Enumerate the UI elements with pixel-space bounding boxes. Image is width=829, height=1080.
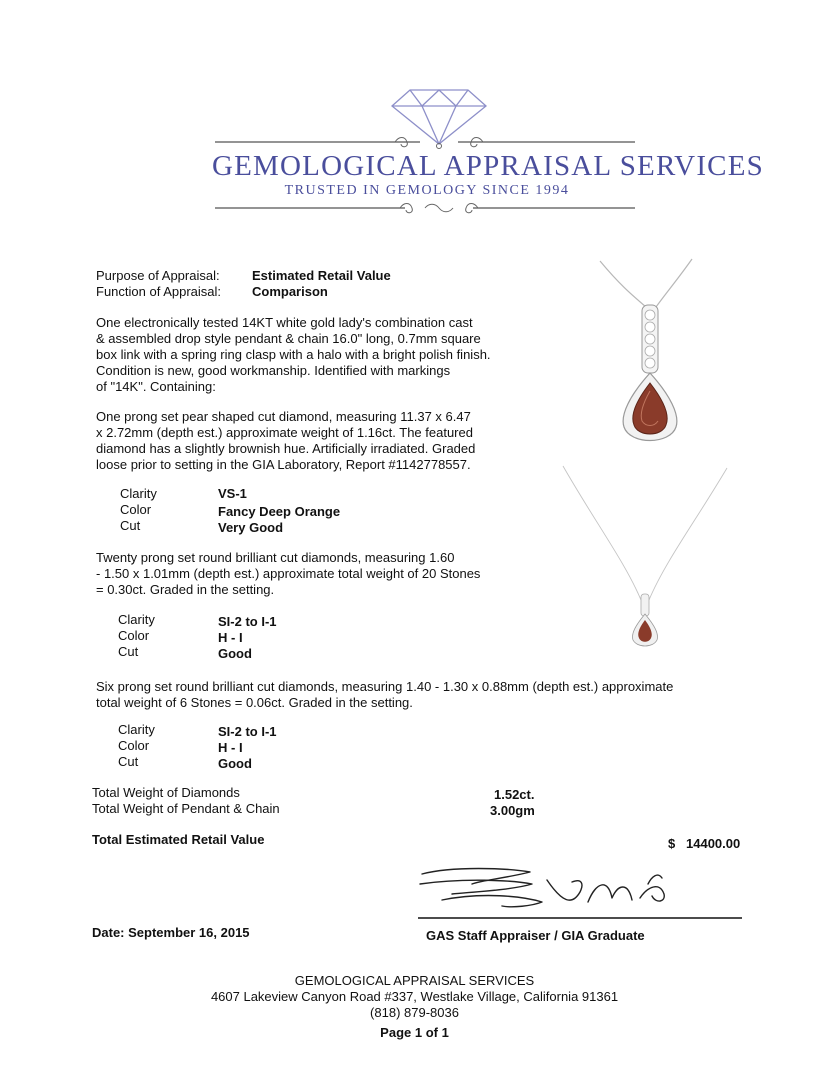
grade-label: Color xyxy=(118,628,150,643)
total-diamonds-value: 1.52ct. xyxy=(494,787,535,802)
grade-label: Cut xyxy=(120,518,141,533)
appraisal-date: Date: September 16, 2015 xyxy=(92,925,250,940)
center-stone-line: x 2.72mm (depth est.) approximate weight of 1.16ct. The featured xyxy=(96,425,473,440)
grade-value: H - I xyxy=(218,630,243,645)
halo-stones-line: - 1.50 x 1.01mm (depth est.) approximate total weight of 20 Stones xyxy=(96,566,481,581)
bail-stones-description xyxy=(96,679,673,711)
appraiser-title: GAS Staff Appraiser / GIA Graduate xyxy=(426,928,645,943)
page-number: Page 1 of 1 xyxy=(380,1025,449,1040)
footer-phone: (818) 879-8036 xyxy=(370,1005,459,1020)
halo-stones-line: = 0.30ct. Graded in the setting. xyxy=(96,582,275,597)
halo-stones-description xyxy=(96,550,480,598)
description-line: One electronically tested 14KT white gold lady's combination cast xyxy=(96,315,473,330)
purpose-value: Estimated Retail Value xyxy=(252,268,391,283)
description-line: Condition is new, good workmanship. Identified with markings xyxy=(96,363,451,378)
company-name: GEMOLOGICAL APPRAISAL SERVICES xyxy=(212,150,764,182)
grade-label: Clarity xyxy=(118,612,155,627)
grade-label: Clarity xyxy=(118,722,155,737)
grade-value: VS-1 xyxy=(218,486,247,501)
grade-value: Fancy Deep Orange xyxy=(218,504,341,519)
purpose-label: Purpose of Appraisal: xyxy=(96,268,220,283)
grade-value: Good xyxy=(218,646,252,661)
halo-stones-line: Twenty prong set round brilliant cut diamonds, measuring 1.60 xyxy=(96,550,455,565)
grade-label: Color xyxy=(118,738,150,753)
company-tagline: TRUSTED IN GEMOLOGY SINCE 1994 xyxy=(284,183,570,198)
center-stone-line: One prong set pear shaped cut diamond, measuring 11.37 x 6.47 xyxy=(96,409,471,424)
total-retail-value: 14400.00 xyxy=(686,836,741,851)
bail-stones-line: Six prong set round brilliant cut diamonds, measuring 1.40 - 1.30 x 0.88mm (depth est.) approximate xyxy=(96,679,674,694)
function-label: Function of Appraisal: xyxy=(96,284,222,299)
footer-address: 4607 Lakeview Canyon Road #337, Westlake Village, California 91361 xyxy=(210,989,619,1004)
grade-label: Clarity xyxy=(120,486,157,501)
grade-value: Good xyxy=(218,756,252,771)
description-line: box link with a spring ring clasp with a halo with a bright polish finish. xyxy=(96,347,491,362)
center-stone-description xyxy=(96,409,475,473)
grade-value: H - I xyxy=(218,740,243,755)
footer-company: GEMOLOGICAL APPRAISAL SERVICES xyxy=(294,973,535,988)
grade-value: SI-2 to I-1 xyxy=(218,724,277,739)
function-value: Comparison xyxy=(252,284,328,299)
grade-label: Color xyxy=(120,502,152,517)
total-pendant-label: Total Weight of Pendant & Chain xyxy=(92,801,280,816)
pendant-closeup-image xyxy=(580,255,740,455)
description-line: & assembled drop style pendant & chain 16.0" long, 0.7mm square xyxy=(96,331,481,346)
grade-value: SI-2 to I-1 xyxy=(218,614,277,629)
center-stone-line: loose prior to setting in the GIA Laboratory, Report #1142778557. xyxy=(96,457,471,472)
total-diamonds-label: Total Weight of Diamonds xyxy=(92,785,240,800)
grade-value: Very Good xyxy=(218,520,284,535)
grade-label: Cut xyxy=(118,644,139,659)
item-description xyxy=(96,315,491,395)
total-pendant-value: 3.00gm xyxy=(490,803,535,818)
pendant-full-image xyxy=(555,462,735,652)
signature-icon xyxy=(412,862,748,924)
description-line: of "14K". Containing: xyxy=(96,379,216,394)
bail-stones-line: total weight of 6 Stones = 0.06ct. Graded in the setting. xyxy=(96,695,413,710)
total-retail-label: Total Estimated Retail Value xyxy=(92,832,265,847)
grade-label: Cut xyxy=(118,754,139,769)
currency-symbol: $ xyxy=(668,836,676,851)
center-stone-line: diamond has a slightly brownish hue. Artificially irradiated. Graded xyxy=(96,441,476,456)
